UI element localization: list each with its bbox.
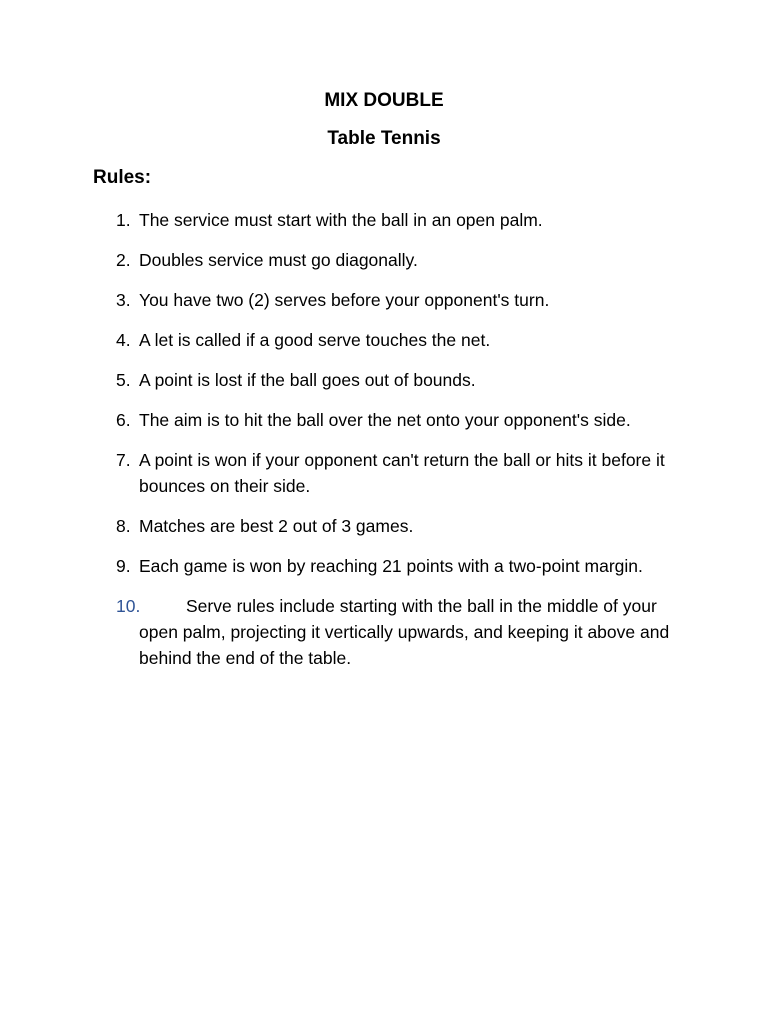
rule-text: Doubles service must go diagonally.	[139, 250, 418, 270]
rule-number: 6.	[116, 410, 131, 430]
rule-text: The service must start with the ball in an open palm.	[139, 210, 543, 230]
rule-item	[0, 447, 679, 499]
rule-item	[0, 407, 679, 433]
rule-item	[0, 287, 679, 313]
rule-number: 10.	[116, 596, 141, 616]
rule-text: Serve rules include starting with the ball in the middle of your open palm, projecting it vertically upwards, and keeping it above and behind the end of the table.	[139, 596, 670, 668]
rule-item	[0, 553, 679, 579]
rule-text: A point is won if your opponent can't return the ball or hits it before it bounces on their side.	[139, 450, 665, 496]
rule-item	[0, 593, 679, 671]
rule-number: 3.	[116, 290, 131, 310]
rules-heading: Rules:	[93, 167, 152, 188]
rule-text: The aim is to hit the ball over the net onto your opponent's side.	[139, 410, 631, 430]
rule-number: 5.	[116, 370, 131, 390]
document-title: MIX DOUBLE	[324, 90, 444, 111]
rule-text: You have two (2) serves before your opponent's turn.	[139, 290, 550, 310]
rules-list	[0, 207, 768, 685]
rule-item	[0, 367, 679, 393]
rule-item	[0, 207, 679, 233]
rule-number: 4.	[116, 330, 131, 350]
rule-text: A let is called if a good serve touches the net.	[139, 330, 491, 350]
rule-item	[0, 247, 679, 273]
rule-item	[0, 513, 679, 539]
rule-number: 7.	[116, 450, 131, 470]
rule-number: 2.	[116, 250, 131, 270]
rule-text: A point is lost if the ball goes out of bounds.	[139, 370, 476, 390]
rule-number: 1.	[116, 210, 131, 230]
rule-text: Each game is won by reaching 21 points with a two-point margin.	[139, 556, 643, 576]
document-subtitle: Table Tennis	[327, 128, 441, 149]
rule-item	[0, 327, 679, 353]
rule-text: Matches are best 2 out of 3 games.	[139, 516, 414, 536]
rule-number: 8.	[116, 516, 131, 536]
rule-number: 9.	[116, 556, 131, 576]
